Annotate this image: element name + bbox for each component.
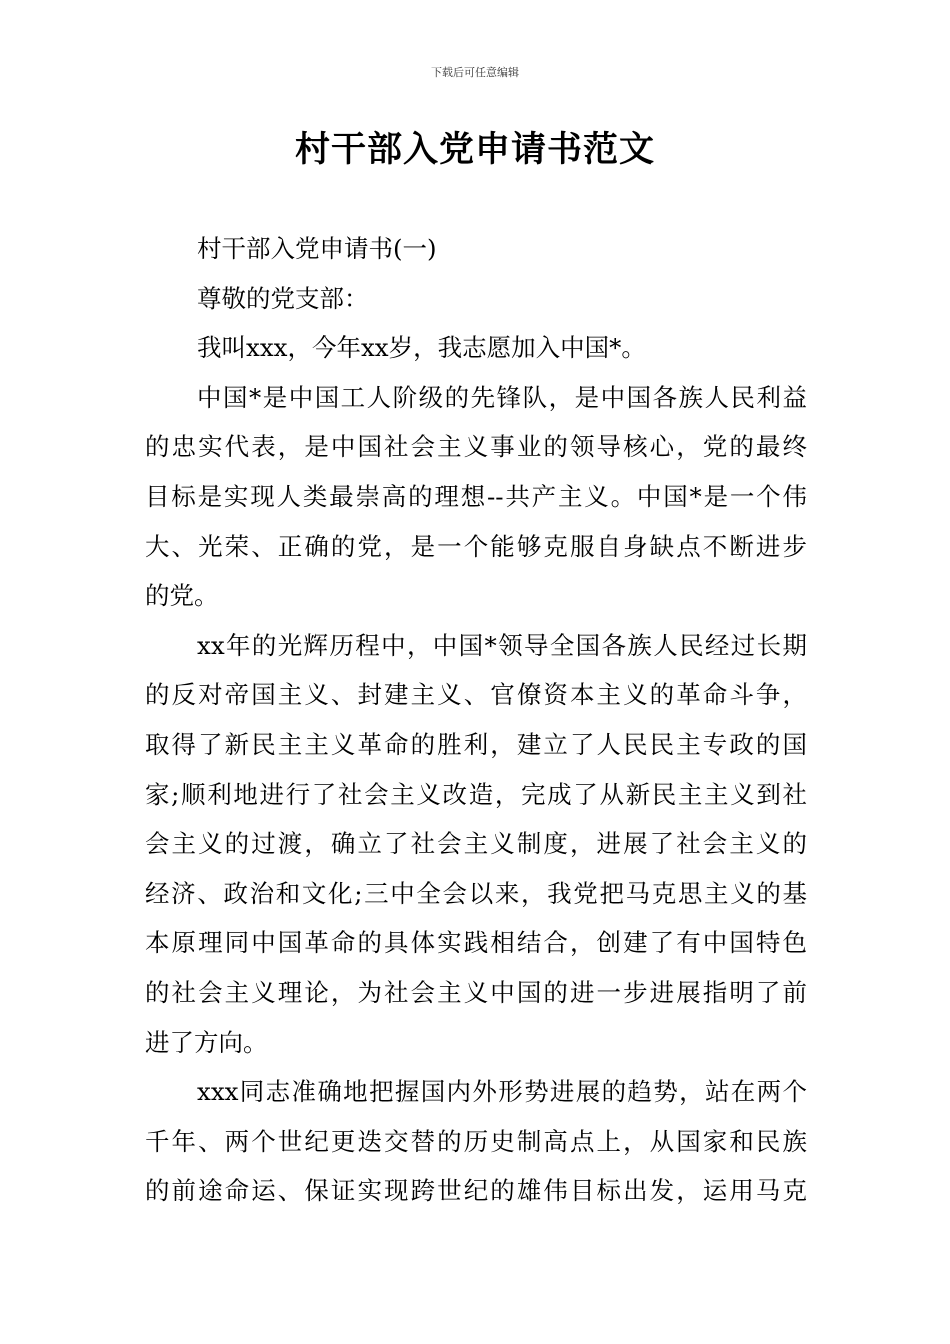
paragraph-line: 取得了新民主主义革命的胜利，建立了人民民主专政的国	[145, 729, 807, 759]
paragraph-line: 的反对帝国主义、封建主义、官僚资本主义的革命斗争，	[145, 680, 807, 710]
document-title: 村干部入党申请书范文	[294, 130, 655, 170]
paragraph-line: 大、光荣、正确的党，是一个能够克服自身缺点不断进步	[145, 531, 807, 561]
salutation-line: 尊敬的党支部：	[197, 283, 369, 313]
paragraph-line: 中国*是中国工人阶级的先锋队，是中国各族人民利益	[197, 382, 807, 412]
subtitle-line: 村干部入党申请书(一)	[197, 234, 437, 263]
paragraph-line: 的社会主义理论，为社会主义中国的进一步进展指明了前	[145, 977, 807, 1007]
paragraph-line: 目标是实现人类最崇高的理想--共产主义。中国*是一个伟	[145, 481, 807, 511]
paragraph-line: 千年、两个世纪更迭交替的历史制高点上，从国家和民族	[145, 1126, 807, 1156]
paragraph-line: 进了方向。	[145, 1027, 268, 1057]
paragraph-line: 经济、政治和文化;三中全会以来，我党把马克思主义的基	[145, 878, 807, 908]
paragraph-line: 我叫xxx，今年xx岁，我志愿加入中国*。	[197, 333, 646, 363]
document-body	[145, 224, 807, 1216]
paragraph-line: 会主义的过渡，确立了社会主义制度，进展了社会主义的	[145, 829, 807, 859]
paragraph-line: xxx同志准确地把握国内外形势进展的趋势，站在两个	[197, 1077, 807, 1107]
paragraph-line: 家;顺利地进行了社会主义改造，完成了从新民主主义到社	[145, 779, 807, 809]
paragraph-line: 本原理同中国革命的具体实践相结合，创建了有中国特色	[145, 928, 807, 958]
paragraph-line: 的忠实代表，是中国社会主义事业的领导核心，党的最终	[145, 432, 807, 462]
paragraph-line: xx年的光辉历程中，中国*领导全国各族人民经过长期	[197, 630, 807, 660]
page-header-note: 下载后可任意编辑	[431, 66, 519, 79]
paragraph-line: 的前途命运、保证实现跨世纪的雄伟目标出发，运用马克	[145, 1176, 807, 1206]
paragraph-line: 的党。	[145, 581, 219, 611]
